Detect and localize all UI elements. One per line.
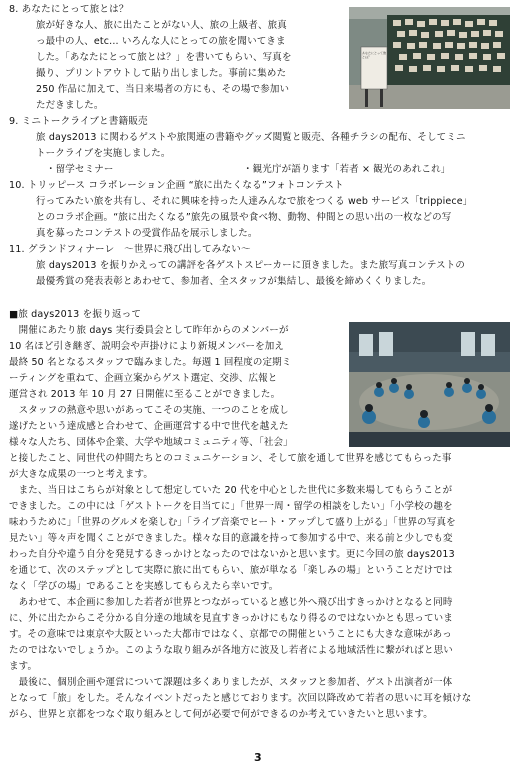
section-10-line: 真を募ったコンテストの受賞作品を展示しました。 xyxy=(36,228,258,239)
review-line: 最終 50 名となるスタッフで臨みました。毎週 1 回程度の定期ミ xyxy=(9,357,292,368)
review-line: に、外に出たからこそ分かる自分達の地域を見直すきっかけにもなり得るのではないかとも思っていま xyxy=(9,613,453,624)
review-line: がら、世界と京都をつなぐ取り組みとして何が必要で何ができるのか考えていきたいと思います。 xyxy=(9,709,433,720)
section-11-line: 最優秀賞の発表表彰とあわせて、参加者、全スタッフが集結し、最後を締めくくりました。 xyxy=(36,276,432,287)
review-line: わった自分や違う自分を発見するきっかけとなったのではないかと思います。更に今回の旅 days2013 xyxy=(9,549,455,560)
review-line: 最後に、個別企画や運営について課題は多くありましたが、スタッフと参加者、ゲスト出演者が一体 xyxy=(9,677,453,688)
section-8-line: 撮り、プリントアウトして貼り出しました。事前に集めた xyxy=(36,68,287,79)
section-9-item: ・留学セミナー xyxy=(46,164,114,175)
page-number: 3 xyxy=(254,751,262,764)
review-line: 遂げたという達成感と合わせて、企画運営する中で世代を越えた xyxy=(9,421,289,432)
section-11-heading: 11. グランドフィナーレ ～世界に飛び出してみない～ xyxy=(9,244,251,255)
section-10-heading: 10. トリッピース コラボレーション企画 “旅に出たくなる”フォトコンテスト xyxy=(9,180,344,191)
event-hall-illustration xyxy=(349,322,510,447)
review-line: ーティングを重ねて、企画立案からゲスト選定、交渉、広報と xyxy=(9,373,278,384)
section-8-line: っ最中の人、etc... いろんな人にとっての旅を聞いてきま xyxy=(36,36,286,47)
section-8-line: した。「あなたにとって旅とは？」を書いてもらい、写真を xyxy=(36,52,292,63)
section-9-line: 旅 days2013 に関わるゲストや旅関連の書籍やグッズ閲覧と販売、各種チラシの配布、そしてミニ xyxy=(36,132,466,143)
review-line: す。その意味では東京や大阪といった大都市ではなく、京都での開催ということにも大きな意味があっ xyxy=(9,629,452,640)
section-9-line: トークライブを実施しました。 xyxy=(36,148,171,159)
event-hall-photo xyxy=(349,322,510,447)
review-line: を通じて、次のステップとして実際に旅に出てもらい、旅が単なる「楽しみの場」ということだけでは xyxy=(9,565,453,576)
review-line: あわせて、本企画に参加した若者が世界とつながっていると感じ外へ飛び出すきっかけとなると同時 xyxy=(9,597,453,608)
review-line: 見たい」等々声を聞くことができました。様々な目的意識を持って参加する中で、来る前と少しでも変 xyxy=(9,533,453,544)
review-line: ます。 xyxy=(9,661,38,672)
section-8-heading: 8. あなたにとって旅とは？ xyxy=(9,4,129,15)
section-9-item: ・観光庁が語ります「若者 × 観光のあれこれ」 xyxy=(243,164,451,175)
section-11-line: 旅 days2013 を振りかえっての講評を各ゲストスピーカーに頂きました。また旅写真コンテストの xyxy=(36,260,466,271)
review-line: 10 名ほど引き継ぎ、説明会や声掛けにより新規メンバーを加え xyxy=(9,341,285,352)
review-line: スタッフの熱意や思いがあってこその実施、一つのことを成し xyxy=(9,405,289,416)
review-line: 開催にあたり旅 days 実行委員会として昨年からのメンバーが xyxy=(9,325,289,336)
section-8-line: 旅が好きな人、旅に出たことがない人、旅の上級者、旅真 xyxy=(36,20,287,31)
section-10-line: とのコラボ企画。“旅に出たくなる”旅先の風景や食べ物、動物、仲間との思い出の一枚などの写 xyxy=(36,212,452,223)
message-board-photo xyxy=(349,7,510,109)
section-8-line: 250 作品に加えて、当日来場者の方にも、その場で参加い xyxy=(36,84,290,95)
review-line: 運営され 2013 年 10 月 27 日開催に至ることができました。 xyxy=(9,389,281,400)
review-heading: ■旅 days2013 を振り返って xyxy=(9,309,142,320)
section-10-line: 行ってみたい旅を共有し、それに興味を持った人達みんなで旅をつくる web サービス「trippiece」 xyxy=(36,196,473,207)
review-line: 味わうために」「世界のグルメを楽しむ」「ライブ音楽でヒート・アップして盛り上がる」「世界の写真を xyxy=(9,517,456,528)
section-8-line: ただきました。 xyxy=(36,100,104,111)
review-line: できました。この中には「ゲストトークを目当てに」「世界一周・留学の相談をしたい」「小学校の趣を xyxy=(9,501,453,512)
review-line: なく「学びの場」であることを実感してもらえたら幸いです。 xyxy=(9,581,279,592)
review-line: たのではないでしょうか。このような取り組みが各地方に波及し若者による地域活性に繋がればと思い xyxy=(9,645,453,656)
review-line: となって「旅」をした。そんなイベントだったと感じております。次回以降改めて若者の思いに耳を傾けな xyxy=(9,693,472,704)
review-line: と接したこと、同世代の仲間たちとのコミュニケーション、そして旅を通して世界を感じてもらった事 xyxy=(9,453,452,464)
review-line: が大きな成果の一つと考えます。 xyxy=(9,469,153,480)
section-9-heading: 9. ミニトークライブと書籍販売 xyxy=(9,116,148,127)
review-line: また、当日はこちらが対象として想定していた 20 代を中心とした世代に多数来場してもらうことが xyxy=(9,485,453,496)
review-line: 様々な人たち、団体や企業、大学や地域コミュニティ等、「社会」 xyxy=(9,437,293,448)
board-sign-text: あなたにとって旅とは？ xyxy=(362,51,386,59)
